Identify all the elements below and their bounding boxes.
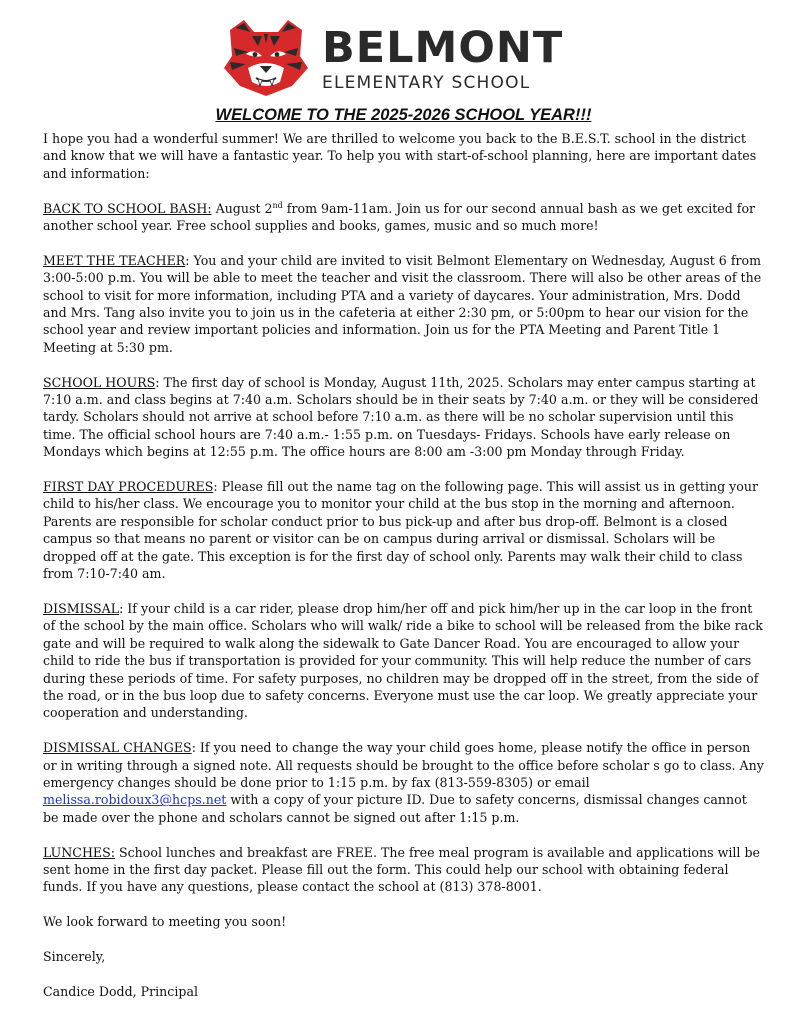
- hours-text: : The first day of school is Monday, August 11th, 2025. Scholars may enter campus starting at 7:10 a.m. and class begins at 7:40 a.m. Scholars should be in their seats by 7:40 a.m. or they will be considered tardy. Scholars should not arrive at school before 7:10 a.m. as there will be no scholar supervision until this time. The official school hours are 7:40 a.m.- 1:55 p.m. on Tuesdays- Fridays. Schools have early release on Mondays which begins at 12:55 p.m. The office hours are 8:00 am -3:00 pm Monday through Friday.: [43, 374, 759, 460]
- lunches-paragraph: [43, 844, 765, 896]
- bash-heading: BACK TO SCHOOL BASH:: [43, 200, 212, 216]
- changes-text-end: with a copy of your picture ID. Due to safety concerns, dismissal changes cannot be made over the phone and scholars cannot be signed out after 1:15 p.m.: [43, 792, 747, 825]
- first-day-heading: FIRST DAY PROCEDURES: [43, 479, 214, 495]
- first-day-procedures-paragraph: [43, 478, 765, 582]
- meet-the-teacher-paragraph: [43, 252, 765, 356]
- school-logo: [222, 16, 592, 98]
- bash-date-suffix: nd: [272, 200, 283, 210]
- first-day-text: : Please fill out the name tag on the following page. This will assist us in getting your child to his/her class. We encourage you to monitor your child at the bus stop in the morning and afternoon. Parents are responsible for scholar conduct prior to bus pick-up and after bus drop-off. Belmont is a closed campus so that means no parent or visitor can be on campus during arrival or dismissal. Scholars will be dropped off at the gate. This exception is for the first day of school only. Parents may walk their child to class from 7:10-7:40 am.: [43, 479, 759, 582]
- signature-line: Candice Dodd, Principal: [43, 983, 198, 999]
- letter-body: [43, 130, 765, 1018]
- school-hours-paragraph: [43, 374, 765, 461]
- closing-line: We look forward to meeting you soon!: [43, 914, 287, 930]
- email-link[interactable]: melissa.robidoux3@hcps.net: [43, 792, 227, 808]
- dismissal-changes-paragraph: [43, 739, 765, 826]
- signoff-line: Sincerely,: [43, 948, 106, 964]
- dismissal-text: : If your child is a car rider, please drop him/her off and pick him/her up in the car loop in the front of the school by the main office. Scholars who will walk/ ride a bike to school will be released from the bike rack gate and will be required to walk along the sidewalk to Gate Dancer Road. You are encouraged to allow your child to ride the bus if transportation is provided for your community. This will help reduce the number of cars during these periods of time. For safety purposes, no children may be dropped off in the street, from the side of the road, or in the bus loop due to safety concerns. Everyone must use the car loop. We greatly appreciate your cooperation and understanding.: [43, 600, 763, 721]
- lunches-heading: LUNCHES:: [43, 844, 115, 860]
- intro-paragraph: I hope you had a wonderful summer! We are thrilled to welcome you back to the B.E.S.T. school in the district and know that we will have a fantastic year. To help you with start-of-school planning, here are important dates and information:: [43, 131, 757, 181]
- changes-heading: DISMISSAL CHANGES: [43, 740, 192, 756]
- back-to-school-bash-paragraph: [43, 200, 765, 235]
- lunches-text: School lunches and breakfast are FREE. The free meal program is available and applications will be sent home in the first day packet. Please fill out the form. This could help our school with obtaining federal funds. If you have any questions, please contact the school at (813) 378-8001.: [43, 844, 760, 895]
- school-subtitle: ELEMENTARY SCHOOL: [322, 73, 531, 93]
- bash-text: from 9am-11am. Join us for our second annual bash as we get excited for another school year. Free school supplies and books, games, music and so much more!: [43, 200, 756, 234]
- meet-heading: MEET THE TEACHER: [43, 252, 186, 268]
- meet-text: : You and your child are invited to visit Belmont Elementary on Wednesday, August 6 from 3:00-5:00 p.m. You will be able to meet the teacher and visit the classroom. There will also be other areas of the school to visit for more information, including PTA and a variety of daycares. Your administration, Mrs. Dodd and Mrs. Tang also invite you to join us in the cafeteria at either 2:30 pm, or 5:00pm to hear our vision for the school year and review important policies and information. Join us for the PTA Meeting and Parent Title 1 Meeting at 5:30 pm.: [43, 252, 762, 355]
- changes-text: : If you need to change the way your child goes home, please notify the office in person or in writing through a signed note. All requests should be brought to the office before scholar s go to class. Any emergency changes should be done prior to 1:15 p.m. by fax (813-559-8305) or email: [43, 740, 764, 790]
- school-name: BELMONT: [322, 23, 564, 73]
- dismissal-paragraph: [43, 600, 765, 722]
- hours-heading: SCHOOL HOURS: [43, 374, 156, 390]
- tiger-head-icon: [222, 16, 310, 98]
- page-title: WELCOME TO THE 2025-2026 SCHOOL YEAR!!!: [215, 106, 592, 124]
- bash-date: August 2: [211, 200, 273, 216]
- dismissal-heading: DISMISSAL: [43, 600, 120, 616]
